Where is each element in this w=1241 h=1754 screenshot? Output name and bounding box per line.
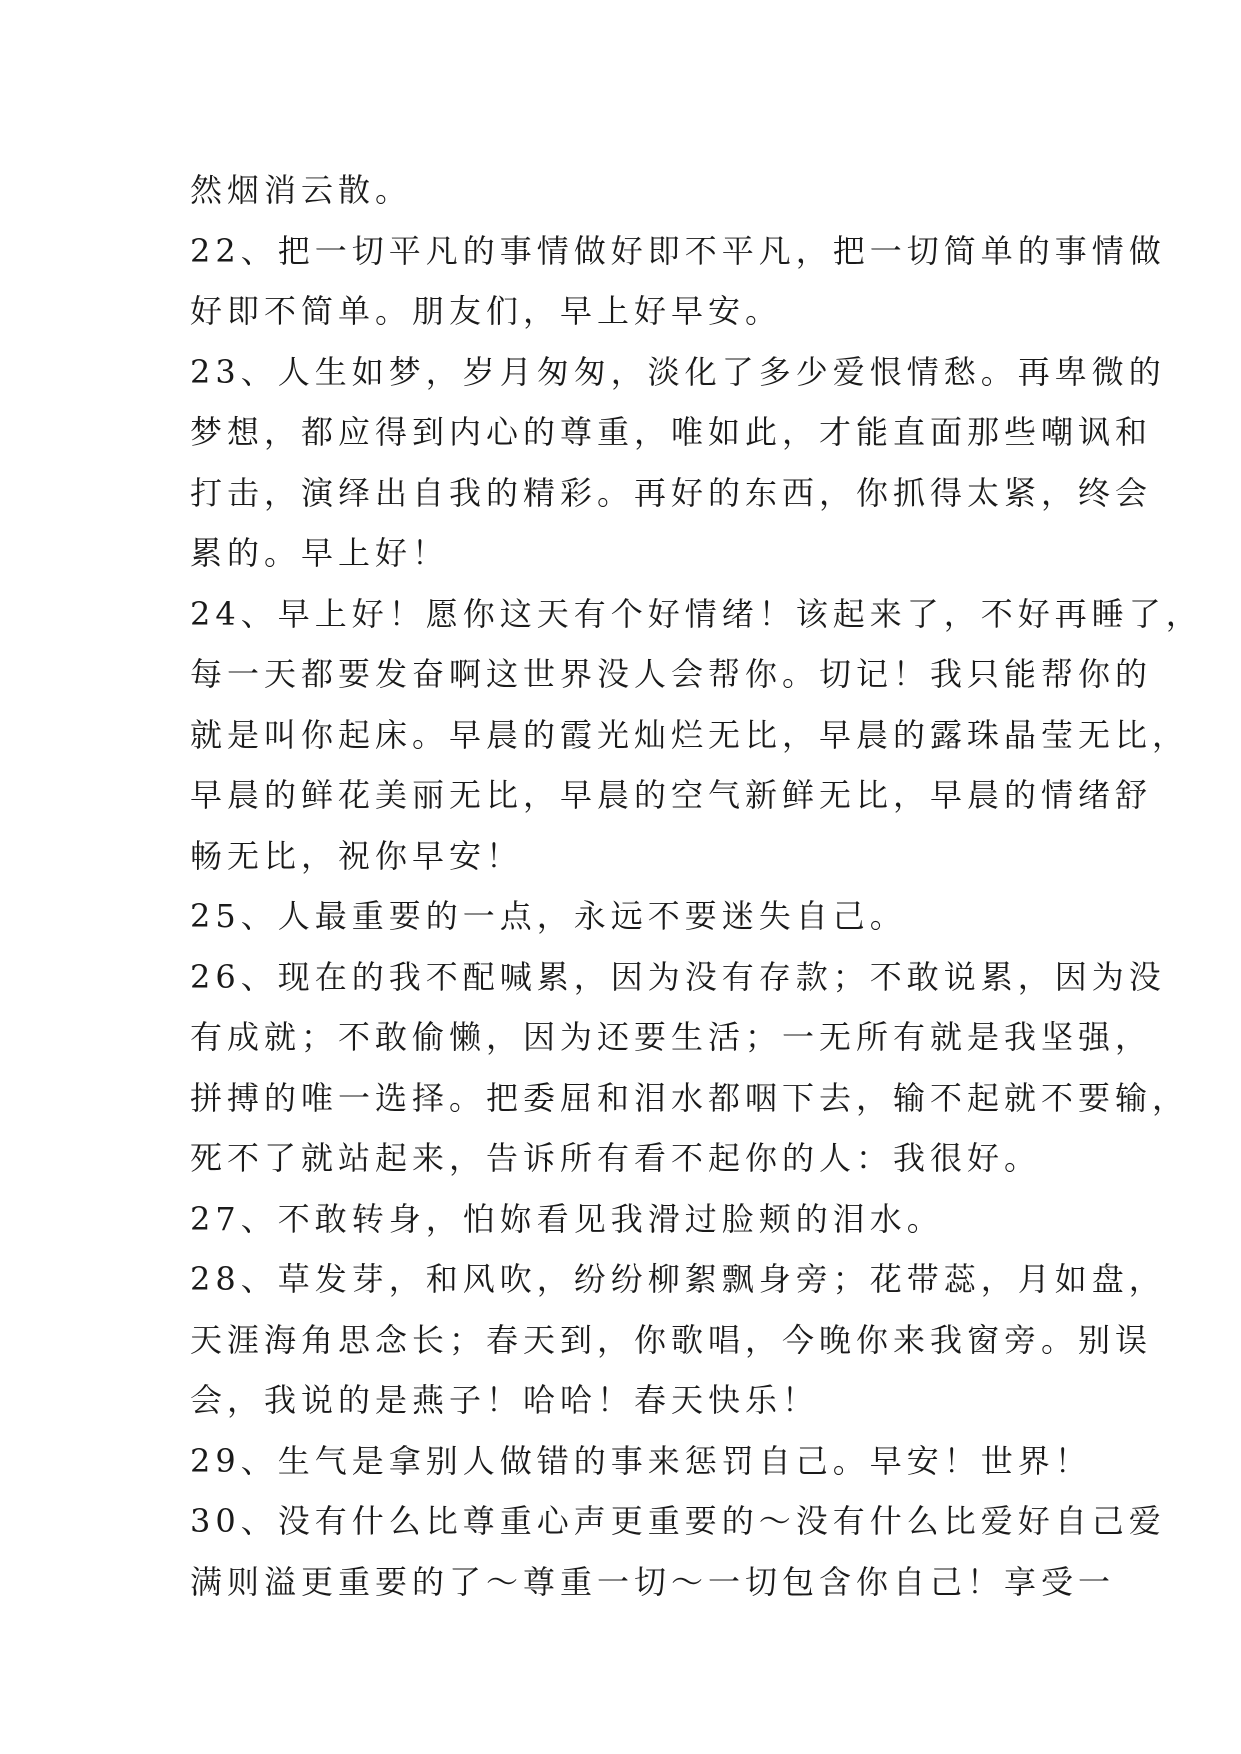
text-line: 畅无比，祝你早安！ [190,836,524,875]
text-line: 然烟消云散。 [190,171,413,209]
text-line: 早晨的鲜花美丽无比，早晨的空气新鲜无比，早晨的情绪舒 [190,776,1153,814]
text-line: 30、没有什么比尊重心声更重要的～没有什么比爱好自己爱 [190,1502,1166,1540]
text-line: 29、生气是拿别人做错的事来惩罚自己。早安！世界！ [190,1441,1092,1480]
text-line: 会，我说的是燕子！哈哈！春天快乐！ [190,1381,820,1419]
text-line: 每一天都要发奋啊这世界没人会帮你。切记！我只能帮你的 [190,655,1153,693]
text-line: 打击，演绎出自我的精彩。再好的东西，你抓得太紧，终会 [190,473,1153,512]
text-line: 26、现在的我不配喊累，因为没有存款；不敢说累，因为没 [190,957,1166,996]
text-line: 满则溢更重要的了～尊重一切～一切包含你自己！享受一 [190,1562,1116,1601]
document-body [190,160,1203,1612]
text-line: 天涯海角思念长；春天到，你歌唱，今晚你来我窗旁。别误 [190,1320,1153,1359]
text-line: 23、人生如梦，岁月匆匆，淡化了多少爱恨情愁。再卑微的 [190,352,1166,391]
text-line: 有成就；不敢偷懒，因为还要生活；一无所有就是我坚强， [190,1018,1153,1056]
text-line: 死不了就站起来，告诉所有看不起你的人：我很好。 [190,1139,1042,1177]
text-line: 22、把一切平凡的事情做好即不平凡，把一切简单的事情做 [190,231,1166,270]
text-line: 28、草发芽，和风吹，纷纷柳絮飘身旁；花带蕊，月如盘， [190,1260,1166,1298]
text-line: 拼搏的唯一选择。把委屈和泪水都咽下去，输不起就不要输， [190,1078,1190,1117]
text-line: 27、不敢转身，怕妳看见我滑过脸颊的泪水。 [190,1199,944,1238]
text-line: 累的。早上好！ [190,534,450,572]
text-line: 梦想，都应得到内心的尊重，唯如此，才能直面那些嘲讽和 [190,413,1153,451]
text-line: 25、人最重要的一点，永远不要迷失自己。 [190,897,907,935]
text-line: 24、早上好！愿你这天有个好情绪！该起来了，不好再睡了， [190,594,1203,633]
text-line: 就是叫你起床。早晨的霞光灿烂无比，早晨的露珠晶莹无比， [190,715,1190,754]
text-line: 好即不简单。朋友们，早上好早安。 [190,292,783,330]
